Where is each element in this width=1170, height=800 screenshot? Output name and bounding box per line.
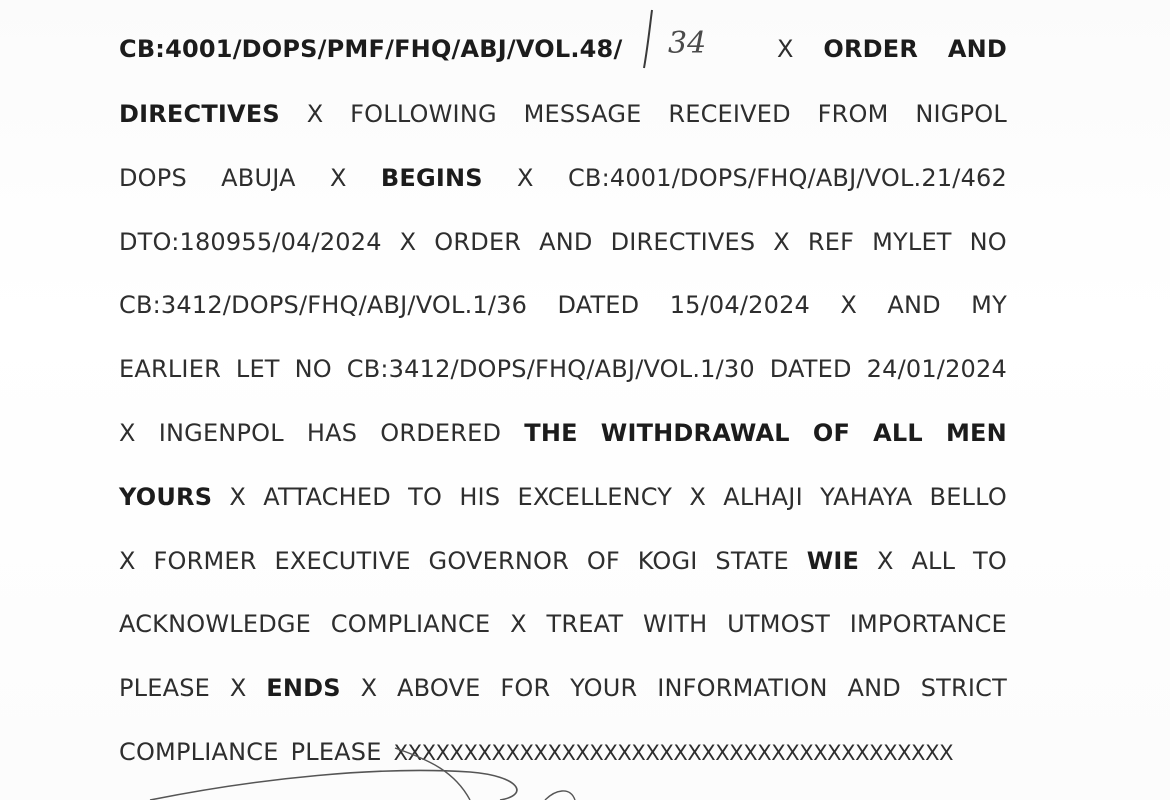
dto-value: DTO:180955/04/2024 bbox=[119, 228, 382, 256]
word: DATED bbox=[557, 291, 640, 319]
separator-x: X bbox=[329, 164, 347, 192]
separator-x: X bbox=[773, 228, 790, 256]
word: AND bbox=[539, 228, 593, 256]
word: EXCELLENCY bbox=[517, 483, 673, 511]
reference-number: CB:3412/DOPS/FHQ/ABJ/VOL.1/30 bbox=[346, 355, 755, 383]
separator-x: X bbox=[399, 228, 417, 256]
word: WITH bbox=[643, 610, 708, 638]
word: OF bbox=[586, 547, 620, 575]
separator-x: X bbox=[776, 35, 794, 63]
word: DATED bbox=[769, 355, 852, 383]
reference-number: CB:4001/DOPS/PMF/FHQ/ABJ/VOL.48/ bbox=[119, 35, 623, 63]
handwritten-number: 34 bbox=[668, 26, 707, 61]
x-fill-line: XXXXXXXXXXXXXXXXXXXXXXXXXXXXXXXXXXXXXXXX bbox=[393, 741, 954, 765]
word: MYLET bbox=[872, 228, 952, 256]
word: GOVERNOR bbox=[428, 547, 569, 575]
word: FROM bbox=[817, 100, 889, 128]
word: LET bbox=[235, 355, 280, 383]
word: RECEIVED bbox=[668, 100, 791, 128]
word: ABUJA bbox=[221, 164, 296, 192]
signature-stroke bbox=[545, 791, 575, 800]
word: TO bbox=[973, 547, 1007, 575]
word: MY bbox=[971, 291, 1007, 319]
word: TO bbox=[408, 483, 443, 511]
word: ORDER bbox=[823, 35, 919, 63]
separator-x: X bbox=[229, 674, 247, 702]
word: YOURS bbox=[119, 483, 213, 511]
word: OF bbox=[812, 419, 851, 447]
word: MESSAGE bbox=[523, 100, 642, 128]
separator-x: X bbox=[689, 483, 707, 511]
word: ENDS bbox=[266, 674, 341, 702]
word: COMPLIANCE bbox=[330, 610, 491, 638]
word: ALL bbox=[873, 419, 923, 447]
separator-x: X bbox=[119, 547, 136, 575]
word: ORDER bbox=[434, 228, 522, 256]
word: KOGI bbox=[637, 547, 698, 575]
word: INGENPOL bbox=[158, 419, 284, 447]
date: 24/01/2024 bbox=[866, 355, 1007, 383]
word: DIRECTIVES bbox=[610, 228, 756, 256]
reference-number: CB:3412/DOPS/FHQ/ABJ/VOL.1/36 bbox=[119, 291, 528, 319]
word: UTMOST bbox=[727, 610, 830, 638]
word: REF bbox=[807, 228, 855, 256]
separator-x: X bbox=[840, 291, 858, 319]
word: ALL bbox=[911, 547, 956, 575]
word: HAS bbox=[306, 419, 358, 447]
word: WITHDRAWAL bbox=[600, 419, 790, 447]
separator-x: X bbox=[229, 483, 247, 511]
word: NO bbox=[294, 355, 332, 383]
handwritten-slash-mark bbox=[644, 10, 652, 68]
word: AND bbox=[947, 35, 1007, 63]
separator-x: X bbox=[306, 100, 324, 128]
word: FOLLOWING bbox=[350, 100, 497, 128]
separator-x: X bbox=[510, 610, 527, 638]
separator-x: X bbox=[517, 164, 534, 192]
reference-number: CB:4001/DOPS/FHQ/ABJ/VOL.21/462 bbox=[567, 164, 1007, 192]
word: DOPS bbox=[119, 164, 187, 192]
signature-stroke bbox=[150, 770, 517, 800]
separator-x: X bbox=[360, 674, 378, 702]
word: HIS bbox=[459, 483, 501, 511]
word: ACKNOWLEDGE bbox=[119, 610, 312, 638]
word: AND bbox=[847, 674, 901, 702]
word: BELLO bbox=[929, 483, 1007, 511]
word: NO bbox=[969, 228, 1007, 256]
word: YOUR bbox=[570, 674, 638, 702]
word: STATE bbox=[715, 547, 789, 575]
word: COMPLIANCE bbox=[119, 738, 279, 766]
word: EARLIER bbox=[119, 355, 221, 383]
word: ATTACHED bbox=[263, 483, 391, 511]
word: PLEASE bbox=[290, 738, 382, 766]
separator-x: X bbox=[876, 547, 894, 575]
word: ALHAJI bbox=[723, 483, 803, 511]
word: PLEASE bbox=[119, 674, 211, 702]
word: FORMER bbox=[153, 547, 257, 575]
date: 15/04/2024 bbox=[669, 291, 811, 319]
word: FOR bbox=[500, 674, 551, 702]
word: EXECUTIVE bbox=[274, 547, 411, 575]
word: DIRECTIVES bbox=[119, 100, 280, 128]
word: IMPORTANCE bbox=[849, 610, 1007, 638]
word: STRICT bbox=[920, 674, 1007, 702]
word: THE bbox=[524, 419, 578, 447]
word: ORDERED bbox=[380, 419, 502, 447]
word: INFORMATION bbox=[657, 674, 828, 702]
word: BEGINS bbox=[380, 164, 483, 192]
word: NIGPOL bbox=[915, 100, 1007, 128]
word: AND bbox=[887, 291, 941, 319]
separator-x: X bbox=[119, 419, 136, 447]
word: ABOVE bbox=[397, 674, 481, 702]
word: YAHAYA bbox=[820, 483, 913, 511]
word: MEN bbox=[945, 419, 1007, 447]
signature-stroke bbox=[395, 748, 470, 800]
word: WIE bbox=[806, 547, 860, 575]
word: TREAT bbox=[546, 610, 624, 638]
